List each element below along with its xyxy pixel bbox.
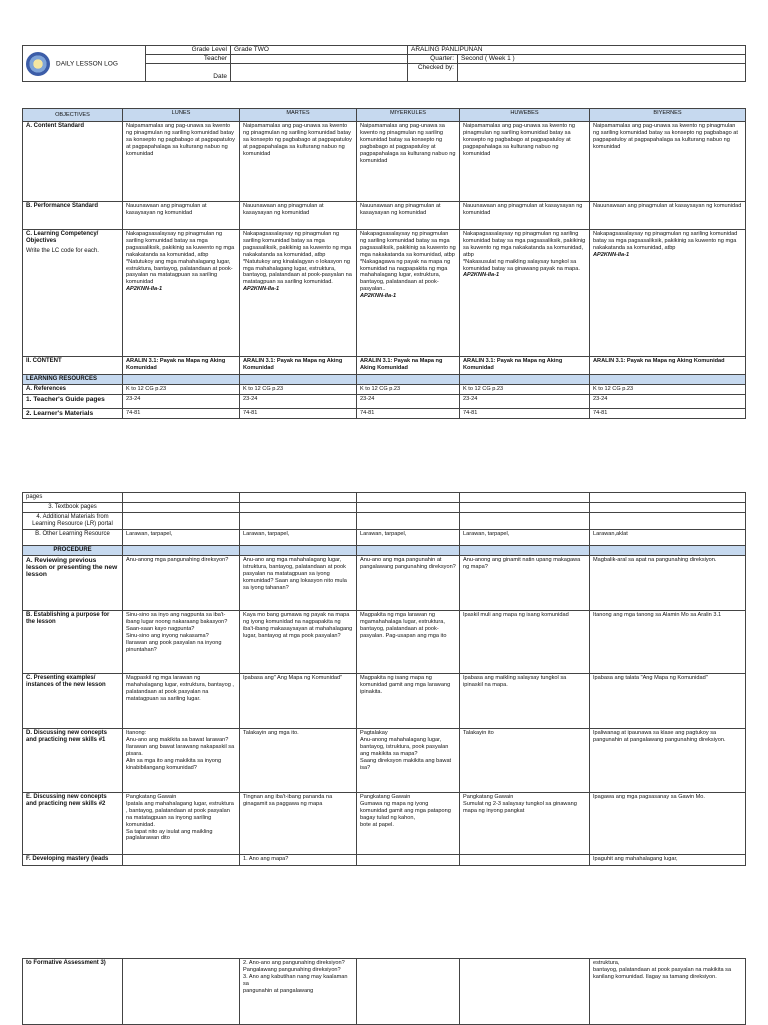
day-cell	[590, 611, 746, 674]
subject-title: ARALING PANLIPUNAN	[408, 46, 746, 55]
day-cell	[240, 855, 357, 866]
teacher-label: Teacher	[146, 55, 231, 64]
cell-text: Magpakita ng mga larawan ng mgamahahalaga lugar, estruktura, bantayog, palatandaan at pook-pasyalan. Pag-usapan ang mga ito	[360, 612, 447, 639]
row-label	[23, 122, 123, 202]
table-row	[23, 375, 746, 385]
lc-code: AP2KNN-IIa-1	[243, 286, 280, 293]
day-cell	[460, 546, 590, 556]
row-note: Write the LC code for each.	[26, 248, 99, 254]
day-cell	[590, 357, 746, 375]
day-cell	[590, 793, 746, 855]
row-label	[23, 230, 123, 357]
day-cell	[460, 503, 590, 513]
day-cell	[590, 530, 746, 546]
cell-text: Naipamamalas ang pag-unawa sa kwento ng pinagmulan ng sariling komunidad batay sa konsepto ng pagbabago at pagpapatuloy at pagpapahalaga sa kulturang nabuo ng komunidad	[126, 123, 235, 157]
row-label	[23, 530, 123, 546]
row-label	[23, 793, 123, 855]
lc-code: AP2KNN-IIa-1	[593, 251, 630, 258]
day-cell	[357, 493, 460, 503]
cell-text: Larawan, tarpapel,	[126, 531, 173, 537]
day-cell	[240, 385, 357, 395]
cell-text: Larawan, tarpapel,	[243, 531, 290, 537]
row-label-text: 1. Teacher's Guide pages	[26, 396, 105, 403]
table-row	[23, 409, 746, 419]
cell-text: 2. Ano-ano ang pangunahing direksiyon? Pangalawang pangunahing direksiyon? 3. Ano ang kabutihan nang may kaalaman sa pangunahin at pangalawang	[243, 960, 348, 994]
cell-text: estruktura, bantayog, palatandaan at pook pasyalan na makikita sa kanilang komunidad. Ilagay sa tamang direksiyon.	[593, 960, 732, 980]
row-label-text: 4. Additional Materials from Learning Resource (LR) portal	[32, 514, 113, 527]
day-cell	[460, 793, 590, 855]
day-cell	[240, 409, 357, 419]
cell-text: Larawan,aklat	[593, 531, 628, 537]
row-label	[23, 395, 123, 409]
day-cell	[357, 546, 460, 556]
day-header-miyerkules: MIYERKULES	[357, 109, 460, 122]
table-row	[23, 674, 746, 729]
table-row	[23, 556, 746, 611]
table-row	[23, 546, 746, 556]
grade-level-label: Grade Level	[146, 46, 231, 55]
quarter-label: Quarter:	[408, 55, 458, 64]
row-label-text: A. Content Standard	[26, 123, 84, 129]
row-label	[23, 202, 123, 230]
day-cell	[123, 385, 240, 395]
row-label	[23, 493, 123, 503]
cell-text: ARALIN 3.1: Payak na Mapa ng Aking Komunidad	[126, 358, 226, 371]
cell-text: K to 12 CG p.23	[126, 386, 167, 392]
cell-text: Anu-anong mga pangunahing direksyon?	[126, 557, 229, 563]
assessment-table	[22, 958, 746, 1025]
table-row	[23, 122, 746, 202]
day-header-biyernes: BIYERNES	[590, 109, 746, 122]
cell-text: 23-24	[126, 396, 141, 402]
day-cell	[460, 395, 590, 409]
day-cell	[123, 556, 240, 611]
day-cell	[123, 357, 240, 375]
table-row	[23, 855, 746, 866]
cell-text: 23-24	[243, 396, 258, 402]
day-cell	[590, 855, 746, 866]
day-cell	[357, 793, 460, 855]
cell-text: Talakayin ito	[463, 730, 494, 736]
day-cell	[240, 122, 357, 202]
day-cell	[590, 959, 746, 1025]
date-label: Date	[146, 64, 231, 82]
day-cell	[460, 729, 590, 793]
cell-text: 74-81	[463, 410, 478, 416]
cell-text: Naipamamalas ang pag-unawa sa kwento ng pinagmulan ng sariling komunidad batay sa konsepto ng pagbabago at pagpapatuloy at pagpapahalaga sa kulturang nabuo ng komunidad	[243, 123, 352, 157]
cell-text: 1. Ano ang mapa?	[243, 856, 289, 862]
row-label-text: A. Reviewing previous lesson or presenting the new lesson	[26, 557, 118, 579]
cell-text: 23-24	[593, 396, 608, 402]
day-cell	[357, 674, 460, 729]
cell-text: ARALIN 3.1: Payak na Mapa ng Aking Komunidad	[593, 358, 725, 364]
day-cell	[460, 202, 590, 230]
cell-text: Pagtalakay Anu-anong mahahalagang lugar, bantayog, istruktura, pook pasyalan ang makikita sa mapa? Saang direksyon makikita ang bawat isa?	[360, 730, 452, 771]
day-cell	[123, 674, 240, 729]
table-row	[23, 793, 746, 855]
day-cell	[460, 959, 590, 1025]
cell-text: Kaya mo bang gumawa ng payak na mapa ng iyong komunidad na nagpapakita ng iba't-ibang makasaysayan at mahahalagang lugar, bantayog at mga pook pasyalan?	[243, 612, 353, 639]
table-row	[23, 530, 746, 546]
day-cell	[590, 513, 746, 530]
day-cell	[460, 513, 590, 530]
cell-text: Ipaskil muli ang mapa ng isang komunidad	[463, 612, 569, 618]
checked-by-label: Checked by:	[408, 64, 458, 82]
day-cell	[460, 530, 590, 546]
day-cell	[460, 855, 590, 866]
day-cell	[357, 503, 460, 513]
cell-text: Itanong: Anu-ano ang makikita sa bawat larawan? Ilarawan ang bawat larawang nakapaskil sa pisara. Alin sa mga ito ang makikita sa inyong kinabibilangang komunidad?	[126, 730, 235, 771]
cell-text: Larawan, tarpapel,	[360, 531, 407, 537]
cell-text: Magpakita ng isang mapa ng komunidad gamit ang mga larawang ipinakita.	[360, 675, 451, 695]
row-label	[23, 513, 123, 530]
day-cell	[240, 513, 357, 530]
day-cell	[240, 546, 357, 556]
day-header-martes: MARTES	[240, 109, 357, 122]
row-label-text: pages	[26, 494, 43, 500]
row-label	[23, 385, 123, 395]
row-label-text: LEARNING RESOURCES	[26, 376, 98, 382]
day-cell	[123, 959, 240, 1025]
lc-code: AP2KNN-IIa-1	[360, 293, 397, 300]
cell-text: 74-81	[126, 410, 141, 416]
cell-text: Nakapagsasalaysay ng pinagmulan ng sariling komunidad batay sa mga pagsasaliksik, pakikinig sa kuwento ng mga nakakatanda sa komunidad, atbp	[593, 231, 738, 251]
cell-text: Ipabasa ang maikling salaysay tungkol sa ipinaskil na mapa.	[463, 675, 567, 688]
day-cell	[123, 503, 240, 513]
day-cell	[357, 959, 460, 1025]
row-label-text: II. CONTENT	[26, 358, 62, 364]
day-cell	[123, 230, 240, 357]
day-cell	[123, 546, 240, 556]
day-cell	[590, 202, 746, 230]
day-cell	[123, 202, 240, 230]
row-label-text: D. Discussing new concepts and practicing new skills #1	[26, 730, 108, 743]
cell-text: Nauunawaan ang pinagmulan at kasaysayan ng komunidad	[243, 203, 324, 216]
table-row	[23, 202, 746, 230]
day-cell	[123, 375, 240, 385]
cell-text: Itanong ang mga tanong sa Alamin Mo sa Aralin 3.1	[593, 612, 722, 618]
day-cell	[123, 611, 240, 674]
day-cell	[357, 611, 460, 674]
row-label-text: A. References	[26, 386, 67, 392]
row-label	[23, 729, 123, 793]
header-table	[22, 45, 746, 82]
teacher-value	[231, 55, 408, 64]
cell-text: Ipabasa ang talata "Ang Mapa ng Komunidad"	[593, 675, 708, 681]
cell-text: Nauunawaan ang pinagmulan at kasaysayan ng komunidad	[463, 203, 583, 216]
day-cell	[123, 395, 240, 409]
row-label	[23, 556, 123, 611]
day-cell	[240, 793, 357, 855]
row-label-text: 3. Textbook pages	[48, 504, 97, 510]
day-cell	[590, 729, 746, 793]
day-cell	[357, 729, 460, 793]
day-cell	[357, 855, 460, 866]
day-cell	[240, 357, 357, 375]
objectives-header: OBJECTIVES	[23, 109, 123, 122]
day-cell	[240, 503, 357, 513]
cell-text: Pangkatang Gawain Ipatala ang mahahalagang lugar, estruktura , bantayog, palatandaan at pook pasyalan na matatagpuan sa inyong sariling komunidad. Sa tapat nito ay isulat ang maikling paglalarawan dito	[126, 794, 234, 842]
row-label-text: B. Other Learning Resource	[35, 531, 110, 537]
day-cell	[590, 385, 746, 395]
day-cell	[240, 556, 357, 611]
cell-text: Anu-anong ang ginamit natin upang makagawa ng mapa?	[463, 557, 581, 570]
row-label-text: PROCEDURE	[53, 547, 92, 553]
cell-text: Ipabasa ang" Ang Mapa ng Komunidad"	[243, 675, 343, 681]
cell-text: Pangkatang Gawain Sumulat ng 2-3 salaysay tungkol sa ginawang mapa ng inyong pangkat	[463, 794, 577, 814]
table-row	[23, 395, 746, 409]
day-cell	[460, 556, 590, 611]
day-cell	[123, 493, 240, 503]
cell-text: Sinu-sino sa inyo ang nagpunta sa iba't-ibang lugar noong nakaraang bakasyon? Saan-saan kayo nagpunta? Sinu-sino ang inyong nakasama? Ilarawan ang pook pasyalan na inyong pinuntahan?	[126, 612, 228, 653]
day-cell	[240, 375, 357, 385]
day-cell	[590, 375, 746, 385]
table-row	[23, 729, 746, 793]
day-cell	[240, 395, 357, 409]
day-cell	[590, 230, 746, 357]
row-label	[23, 611, 123, 674]
row-label	[23, 375, 123, 385]
day-cell	[590, 409, 746, 419]
table-row	[23, 959, 746, 1025]
row-label-text: to Formative Assessment 3)	[26, 960, 106, 966]
day-cell	[123, 530, 240, 546]
day-cell	[590, 546, 746, 556]
table-row	[23, 230, 746, 357]
table-row	[23, 513, 746, 530]
day-cell	[240, 230, 357, 357]
header-logo-cell	[23, 46, 146, 82]
cell-text: K to 12 CG p.23	[593, 386, 634, 392]
day-cell	[460, 122, 590, 202]
row-label-text: B. Performance Standard	[26, 203, 99, 209]
row-label-text: C. Learning Competency/ Objectives	[26, 231, 99, 244]
row-label-text: E. Discussing new concepts and practicing new skills #2	[26, 794, 107, 807]
day-cell	[460, 611, 590, 674]
day-cell	[123, 729, 240, 793]
cell-text: Larawan, tarpapel,	[463, 531, 510, 537]
day-cell	[357, 230, 460, 357]
cell-text: Magpaskil ng mga larawan ng mahahalagang lugar, estruktura, bantayog , palatandaan at pook pasyalan na matatagpuan sa sariling lugar.	[126, 675, 234, 702]
cell-text: Pangkatang Gawain Gumawa ng mapa ng iyong komunidad gamit ang mga patapong bagay tulad ng kahon, bote at papel.	[360, 794, 451, 828]
day-cell	[240, 959, 357, 1025]
row-label	[23, 409, 123, 419]
cell-text: Nauunawaan ang pinagmulan at kasaysayan ng komunidad	[126, 203, 207, 216]
day-cell	[460, 385, 590, 395]
cell-text: Anu-ano ang mga pangunahin at pangalawang pangunahing direksyon?	[360, 557, 456, 570]
day-cell	[590, 674, 746, 729]
cell-text: 74-81	[243, 410, 258, 416]
row-label-text: F. Developing mastery (leads	[26, 856, 109, 862]
day-header-huwebes: HUWEBES	[460, 109, 590, 122]
row-label	[23, 357, 123, 375]
day-cell	[460, 493, 590, 503]
cell-text: K to 12 CG p.23	[243, 386, 284, 392]
cell-text: ARALIN 3.1: Payak na Mapa ng Aking Komunidad	[243, 358, 343, 371]
day-cell	[590, 556, 746, 611]
cell-text: 23-24	[360, 396, 375, 402]
table-row	[23, 385, 746, 395]
row-label-text: B. Establishing a purpose for the lesson	[26, 612, 110, 625]
date-value	[231, 64, 408, 82]
cell-text: Nakapagsasalaysay ng pinagmulan ng sariling komunidad batay sa mga pagsasaliksik, pakikinig sa kuwento ng mga nakakatanda sa komunidad, atbp *Natutukoy ang kinalalagyan o lokasyon ng mga mahahalagang lugar, estruktura, bantayog, palatandaan at pook-pasyalan na matatagpuan sa sariling komunidad.	[243, 231, 352, 286]
day-cell	[240, 202, 357, 230]
cell-text: Nakapagsasalaysay ng pinagmulan ng sariling komunidad batay sa mga pagsasaliksik, pakikinig sa kuwento ng mga nakakatanda sa komunidad, atbp *Natutukoy ang mga mahahalagang lugar, estruktura, bantayog, palatandaan at pook-pasyalan na matatagpuan sa sariling komunidad	[126, 231, 235, 286]
day-cell	[123, 513, 240, 530]
day-cell	[590, 395, 746, 409]
day-cell	[460, 375, 590, 385]
day-cell	[357, 530, 460, 546]
grade-level-value: Grade TWO	[231, 46, 408, 55]
table-row	[23, 611, 746, 674]
cell-text: ARALIN 3.1: Payak na Mapa ng Aking Komunidad	[463, 358, 563, 371]
day-cell	[240, 530, 357, 546]
day-cell	[123, 122, 240, 202]
cell-text: K to 12 CG p.23	[360, 386, 401, 392]
table-row	[23, 357, 746, 375]
cell-text: Tingnan ang iba't-ibang pananda na ginagamit sa paggawa ng mapa	[243, 794, 333, 807]
day-cell	[240, 674, 357, 729]
table-row	[23, 503, 746, 513]
row-label-text: 2. Learner's Materials	[26, 410, 94, 417]
day-cell	[590, 503, 746, 513]
day-cell	[357, 513, 460, 530]
day-cell	[240, 729, 357, 793]
table-row	[23, 493, 746, 503]
day-cell	[590, 493, 746, 503]
cell-text: 74-81	[360, 410, 375, 416]
day-header-lunes: LUNES	[123, 109, 240, 122]
cell-text: ARALIN 3.1: Payak na Mapa ng Aking Komunidad	[360, 358, 443, 371]
deped-seal-icon	[26, 52, 50, 76]
row-label	[23, 674, 123, 729]
day-cell	[357, 122, 460, 202]
row-label	[23, 855, 123, 866]
day-cell	[357, 395, 460, 409]
day-cell	[357, 357, 460, 375]
cell-text: Ipaguhit ang mahahalagang lugar,	[593, 856, 678, 862]
lc-code: AP2KNN-IIa-1	[463, 272, 500, 279]
document-title: DAILY LESSON LOG	[56, 60, 118, 68]
day-cell	[123, 855, 240, 866]
cell-text: Naipamamalas ang pag-unawa sa kwento ng pinagmulan ng sariling komunidad batay sa konsepto ng pagbabago at pagpapatuloy at pagpapahalaga sa kulturang nabuo ng komunidad	[463, 123, 575, 157]
quarter-value: Second ( Week 1 )	[458, 55, 746, 64]
day-cell	[590, 122, 746, 202]
cell-text: Talakayin ang mga ito.	[243, 730, 299, 736]
cell-text: Magbalik-aral sa apat na pangunahing direksiyon.	[593, 557, 717, 563]
cell-text: 74-81	[593, 410, 608, 416]
day-cell	[460, 357, 590, 375]
row-label	[23, 503, 123, 513]
cell-text: Nauunawaan ang pinagmulan at kasaysayan ng komunidad	[593, 203, 742, 209]
procedure-table	[22, 492, 746, 866]
day-cell	[460, 230, 590, 357]
cell-text: K to 12 CG p.23	[463, 386, 504, 392]
day-cell	[357, 409, 460, 419]
day-cell	[240, 611, 357, 674]
objectives-table	[22, 108, 746, 419]
day-cell	[123, 409, 240, 419]
cell-text: Naipamamalas ang pag-unawa sa kwento ng pinagmulan ng sariling komunidad batay sa konsepto ng pagbabago at pagpapatuloy at pagpapahalaga sa kulturang nabuo ng komunidad	[360, 123, 456, 164]
day-cell	[357, 385, 460, 395]
row-label	[23, 959, 123, 1025]
day-cell	[460, 409, 590, 419]
day-cell	[240, 493, 357, 503]
day-cell	[123, 793, 240, 855]
cell-text: Nakapagsasalaysay ng pinagmulan ng sariling komunidad batay sa mga pagsasaliksik, pakikinig sa kuwento ng mga nakakatanda sa komunidad, atbp *Nakasusulat ng maikling salaysay tungkol sa komunidad batay sa ginawang payak na mapa.	[463, 231, 586, 272]
cell-text: Ipaliwanag at ipaunawa sa klase ang pagtukoy sa pangunahin at pangalawang pangunahing direksiyon.	[593, 730, 726, 743]
day-cell	[357, 375, 460, 385]
cell-text: Nauunawaan ang pinagmulan at kasaysayan ng komunidad	[360, 203, 441, 216]
day-cell	[460, 674, 590, 729]
lc-code: AP2KNN-IIa-1	[126, 286, 163, 293]
row-label	[23, 546, 123, 556]
cell-text: Ipagawa ang mga pagsasanay sa Gawin Mo.	[593, 794, 705, 800]
day-cell	[357, 202, 460, 230]
checked-by-value	[458, 64, 746, 82]
row-label-text: C. Presenting examples/ instances of the new lesson	[26, 675, 106, 688]
cell-text: Naipamamalas ang pag-unawa sa kwento ng pinagmulan ng sariling komunidad batay sa konsepto ng pagbabago at pagpapatuloy at pagpapahalaga sa kulturang nabuo ng komunidad	[593, 123, 738, 150]
cell-text: Nakapagsasalaysay ng pinagmulan ng sariling komunidad batay sa mga pagsasaliksik, pakikinig sa kuwento ng mga nakakatanda sa komunidad, atbp *Nakagagawa ng payak na mapa ng komunidad na nagpapakita ng mga mahahalagang lugar, estruktura, bantayog, palatandaan at pook-pasyalan..	[360, 231, 456, 293]
day-cell	[357, 556, 460, 611]
cell-text: 23-24	[463, 396, 478, 402]
cell-text: Anu-ano ang mga mahahalagang lugar, istruktura, bantayog, palatandaan at pook pasyalan na matatagpuan sa iyong komunidad? Saan ang lokasyon nito mula sa iyong tahanan?	[243, 557, 347, 591]
